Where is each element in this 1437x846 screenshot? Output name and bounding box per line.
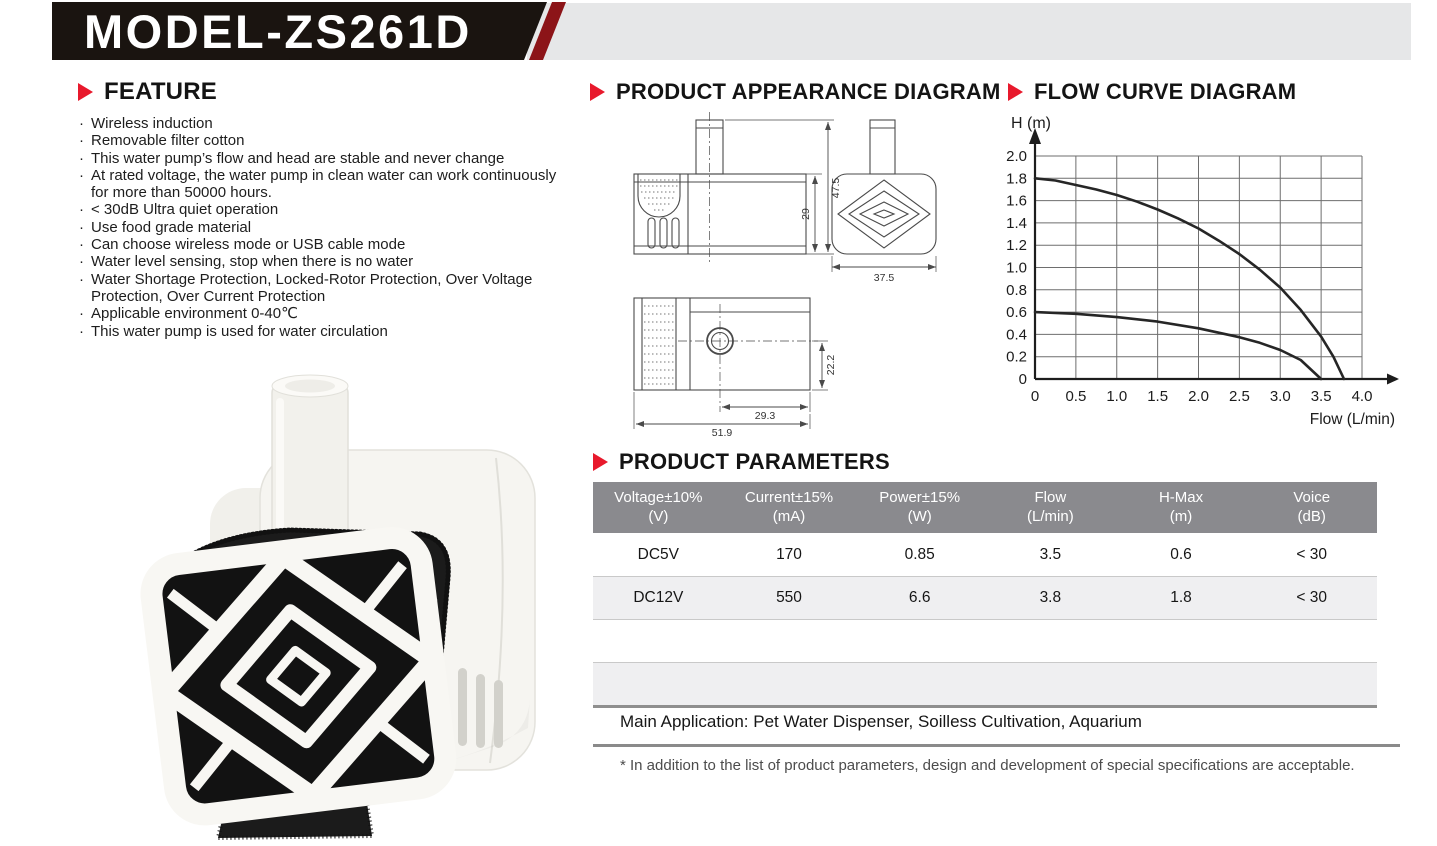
feature-item <box>79 253 561 270</box>
feature-item-text: Applicable environment 0-40℃ <box>91 305 298 323</box>
y-tick-label: 0.8 <box>1006 281 1027 299</box>
bullet-dot: · <box>79 270 84 288</box>
top-view-drawing <box>634 298 818 412</box>
title-banner <box>0 0 1437 62</box>
x-tick-label: 1.0 <box>1106 388 1128 405</box>
y-tick-label: 2.0 <box>1006 148 1027 165</box>
red-triangle-icon <box>593 453 608 471</box>
table-header-cell: Current±15% (mA) <box>744 489 834 526</box>
feature-item <box>79 150 561 167</box>
feature-item-text: At rated voltage, the water pump in clean water can work continuously for more than 50000 hours. <box>91 166 557 202</box>
feature-heading: FEATURE <box>104 78 217 105</box>
table-header-cell: H-Max (m) <box>1158 489 1204 526</box>
dim-arrow <box>825 122 831 130</box>
feature-item-text: This water pump is used for water circulation <box>91 322 388 340</box>
feature-item-text: Wireless induction <box>91 115 213 132</box>
table-header-cell: Flow (L/min) <box>1027 489 1074 526</box>
bullet-dot: · <box>79 166 84 184</box>
red-triangle-icon <box>78 83 93 101</box>
feature-item <box>79 219 561 236</box>
y-tick-label: 0.4 <box>1006 326 1027 344</box>
x-tick-label: 4.0 <box>1351 388 1373 405</box>
bullet-dot: · <box>79 322 84 340</box>
dim-arrow <box>812 244 818 252</box>
flow-heading: FLOW CURVE DIAGRAM <box>1034 79 1297 104</box>
curve-DC12V <box>1035 178 1344 379</box>
table-cell: < 30 <box>1296 589 1327 607</box>
dim-label-total_height: 47.5 <box>830 177 842 199</box>
table-cell: 550 <box>776 589 802 607</box>
feature-item-text: < 30dB Ultra quiet operation <box>91 201 279 219</box>
dim-arrow <box>825 244 831 252</box>
table-cell: 3.8 <box>1039 589 1062 607</box>
x-tick-label: 3.0 <box>1269 388 1291 405</box>
model-title: MODEL-ZS261D <box>84 5 472 58</box>
red-triangle-icon <box>1008 83 1023 101</box>
bullet-dot: · <box>79 115 84 132</box>
feature-item-text: This water pump’s flow and head are stable and never change <box>91 149 505 167</box>
front-grille <box>148 535 449 818</box>
table-cell: 170 <box>776 545 802 563</box>
filter-hatch <box>644 306 674 384</box>
bullet-dot: · <box>79 236 84 254</box>
feature-item <box>79 305 561 322</box>
x-tick-label: 1.5 <box>1147 388 1169 405</box>
table-header-cell: Voltage±10% (V) <box>614 489 703 526</box>
footnote-text: * In addition to the list of product parameters, design and development of special specifications are acceptable. <box>620 757 1355 774</box>
y-tick-label: 0 <box>1018 371 1027 388</box>
main-application-text: Main Application: Pet Water Dispenser, Soilless Cultivation, Aquarium <box>620 712 1142 731</box>
y-axis-title: H (m) <box>1011 115 1051 132</box>
feature-item-text: Can choose wireless mode or USB cable mode <box>91 236 406 254</box>
bullet-dot: · <box>79 149 84 167</box>
feature-item-text: Water level sensing, stop when there is no water <box>91 253 414 271</box>
y-tick-label: 1.8 <box>1006 170 1027 188</box>
feature-item <box>79 115 561 132</box>
dim-arrow <box>722 404 730 410</box>
table-header-row <box>593 482 1377 533</box>
product-photo <box>60 338 560 843</box>
table-header-cell: Voice (dB) <box>1293 489 1331 526</box>
bullet-dot: · <box>79 218 84 236</box>
flow-curve-chart <box>995 112 1405 432</box>
feature-item-text: Water Shortage Protection, Locked-Rotor Protection, Over Voltage Protection, Over Current Protection <box>91 270 533 305</box>
feature-item-text: Use food grade material <box>91 218 252 236</box>
x-tick-label: 0 <box>1030 388 1040 405</box>
parameters-table <box>593 482 1377 708</box>
filter-hatch <box>640 180 678 210</box>
appearance-section-heading <box>590 79 1001 105</box>
dim-label-outlet_to_bottom: 22.2 <box>825 354 837 376</box>
parameters-section-heading <box>593 449 890 475</box>
feature-item <box>79 167 561 202</box>
feature-item <box>79 201 561 218</box>
feature-list <box>79 115 561 340</box>
red-triangle-icon <box>590 83 605 101</box>
table-empty-row <box>593 619 1377 662</box>
x-tick-label: 3.5 <box>1310 388 1332 405</box>
front-view-drawing <box>832 120 936 254</box>
x-tick-label: 0.5 <box>1065 388 1087 405</box>
x-axis-arrow <box>1387 374 1399 385</box>
bullet-dot: · <box>79 253 84 271</box>
feature-item-text: Removable filter cotton <box>91 132 245 150</box>
table-cell: 3.5 <box>1039 545 1062 563</box>
dim-arrow <box>819 343 825 351</box>
x-tick-label: 2.0 <box>1188 388 1209 405</box>
table-cell: DC5V <box>637 545 680 563</box>
dim-arrow <box>636 421 644 427</box>
y-tick-label: 1.2 <box>1006 237 1027 255</box>
dim-label-body_height: 29 <box>800 208 812 220</box>
dim-label-front_width: 37.5 <box>873 272 895 284</box>
bullet-dot: · <box>79 201 84 219</box>
dim-arrow <box>819 380 825 388</box>
y-tick-label: 1.6 <box>1006 192 1027 210</box>
bullet-dot: · <box>79 132 84 150</box>
dim-arrow <box>800 421 808 427</box>
parameters-heading: PRODUCT PARAMETERS <box>619 449 890 474</box>
x-tick-label: 2.5 <box>1228 388 1250 405</box>
table-cell: DC12V <box>633 589 684 607</box>
dim-arrow <box>928 264 936 270</box>
table-cell: < 30 <box>1296 545 1327 563</box>
table-cell: 0.85 <box>904 545 935 563</box>
table-row <box>593 576 1377 619</box>
dim-label-base_length: 51.9 <box>711 427 733 439</box>
dim-arrow <box>812 176 818 184</box>
outlet-tube <box>272 375 348 545</box>
table-cell: 0.6 <box>1170 545 1192 563</box>
curve-DC5V <box>1035 312 1321 379</box>
y-tick-label: 1.4 <box>1006 214 1027 232</box>
divider-line <box>593 744 1400 747</box>
banner-gray-strip <box>527 3 1411 60</box>
y-tick-label: 0.6 <box>1006 304 1027 322</box>
dim-arrow <box>800 404 808 410</box>
side-view-drawing <box>634 112 806 264</box>
y-tick-label: 1.0 <box>1006 259 1027 277</box>
flow-section-heading <box>1008 79 1296 105</box>
x-axis-title: Flow (L/min) <box>1309 411 1395 428</box>
table-header-cell: Power±15% (W) <box>879 489 961 526</box>
y-tick-label: 0.2 <box>1006 348 1027 366</box>
table-cell: 1.8 <box>1170 589 1192 607</box>
feature-item <box>79 236 561 253</box>
feature-section-heading <box>78 78 217 106</box>
bullet-dot: · <box>79 305 84 323</box>
table-empty-row <box>593 662 1377 705</box>
dimension-annotations <box>634 120 936 439</box>
dim-arrow <box>832 264 840 270</box>
feature-item <box>79 271 561 306</box>
feature-item <box>79 132 561 149</box>
appearance-diagram <box>618 112 950 444</box>
table-row <box>593 533 1377 576</box>
table-cell: 6.6 <box>908 589 931 607</box>
appearance-heading: PRODUCT APPEARANCE DIAGRAM <box>616 79 1001 104</box>
dim-label-outlet_to_side: 29.3 <box>754 410 776 422</box>
